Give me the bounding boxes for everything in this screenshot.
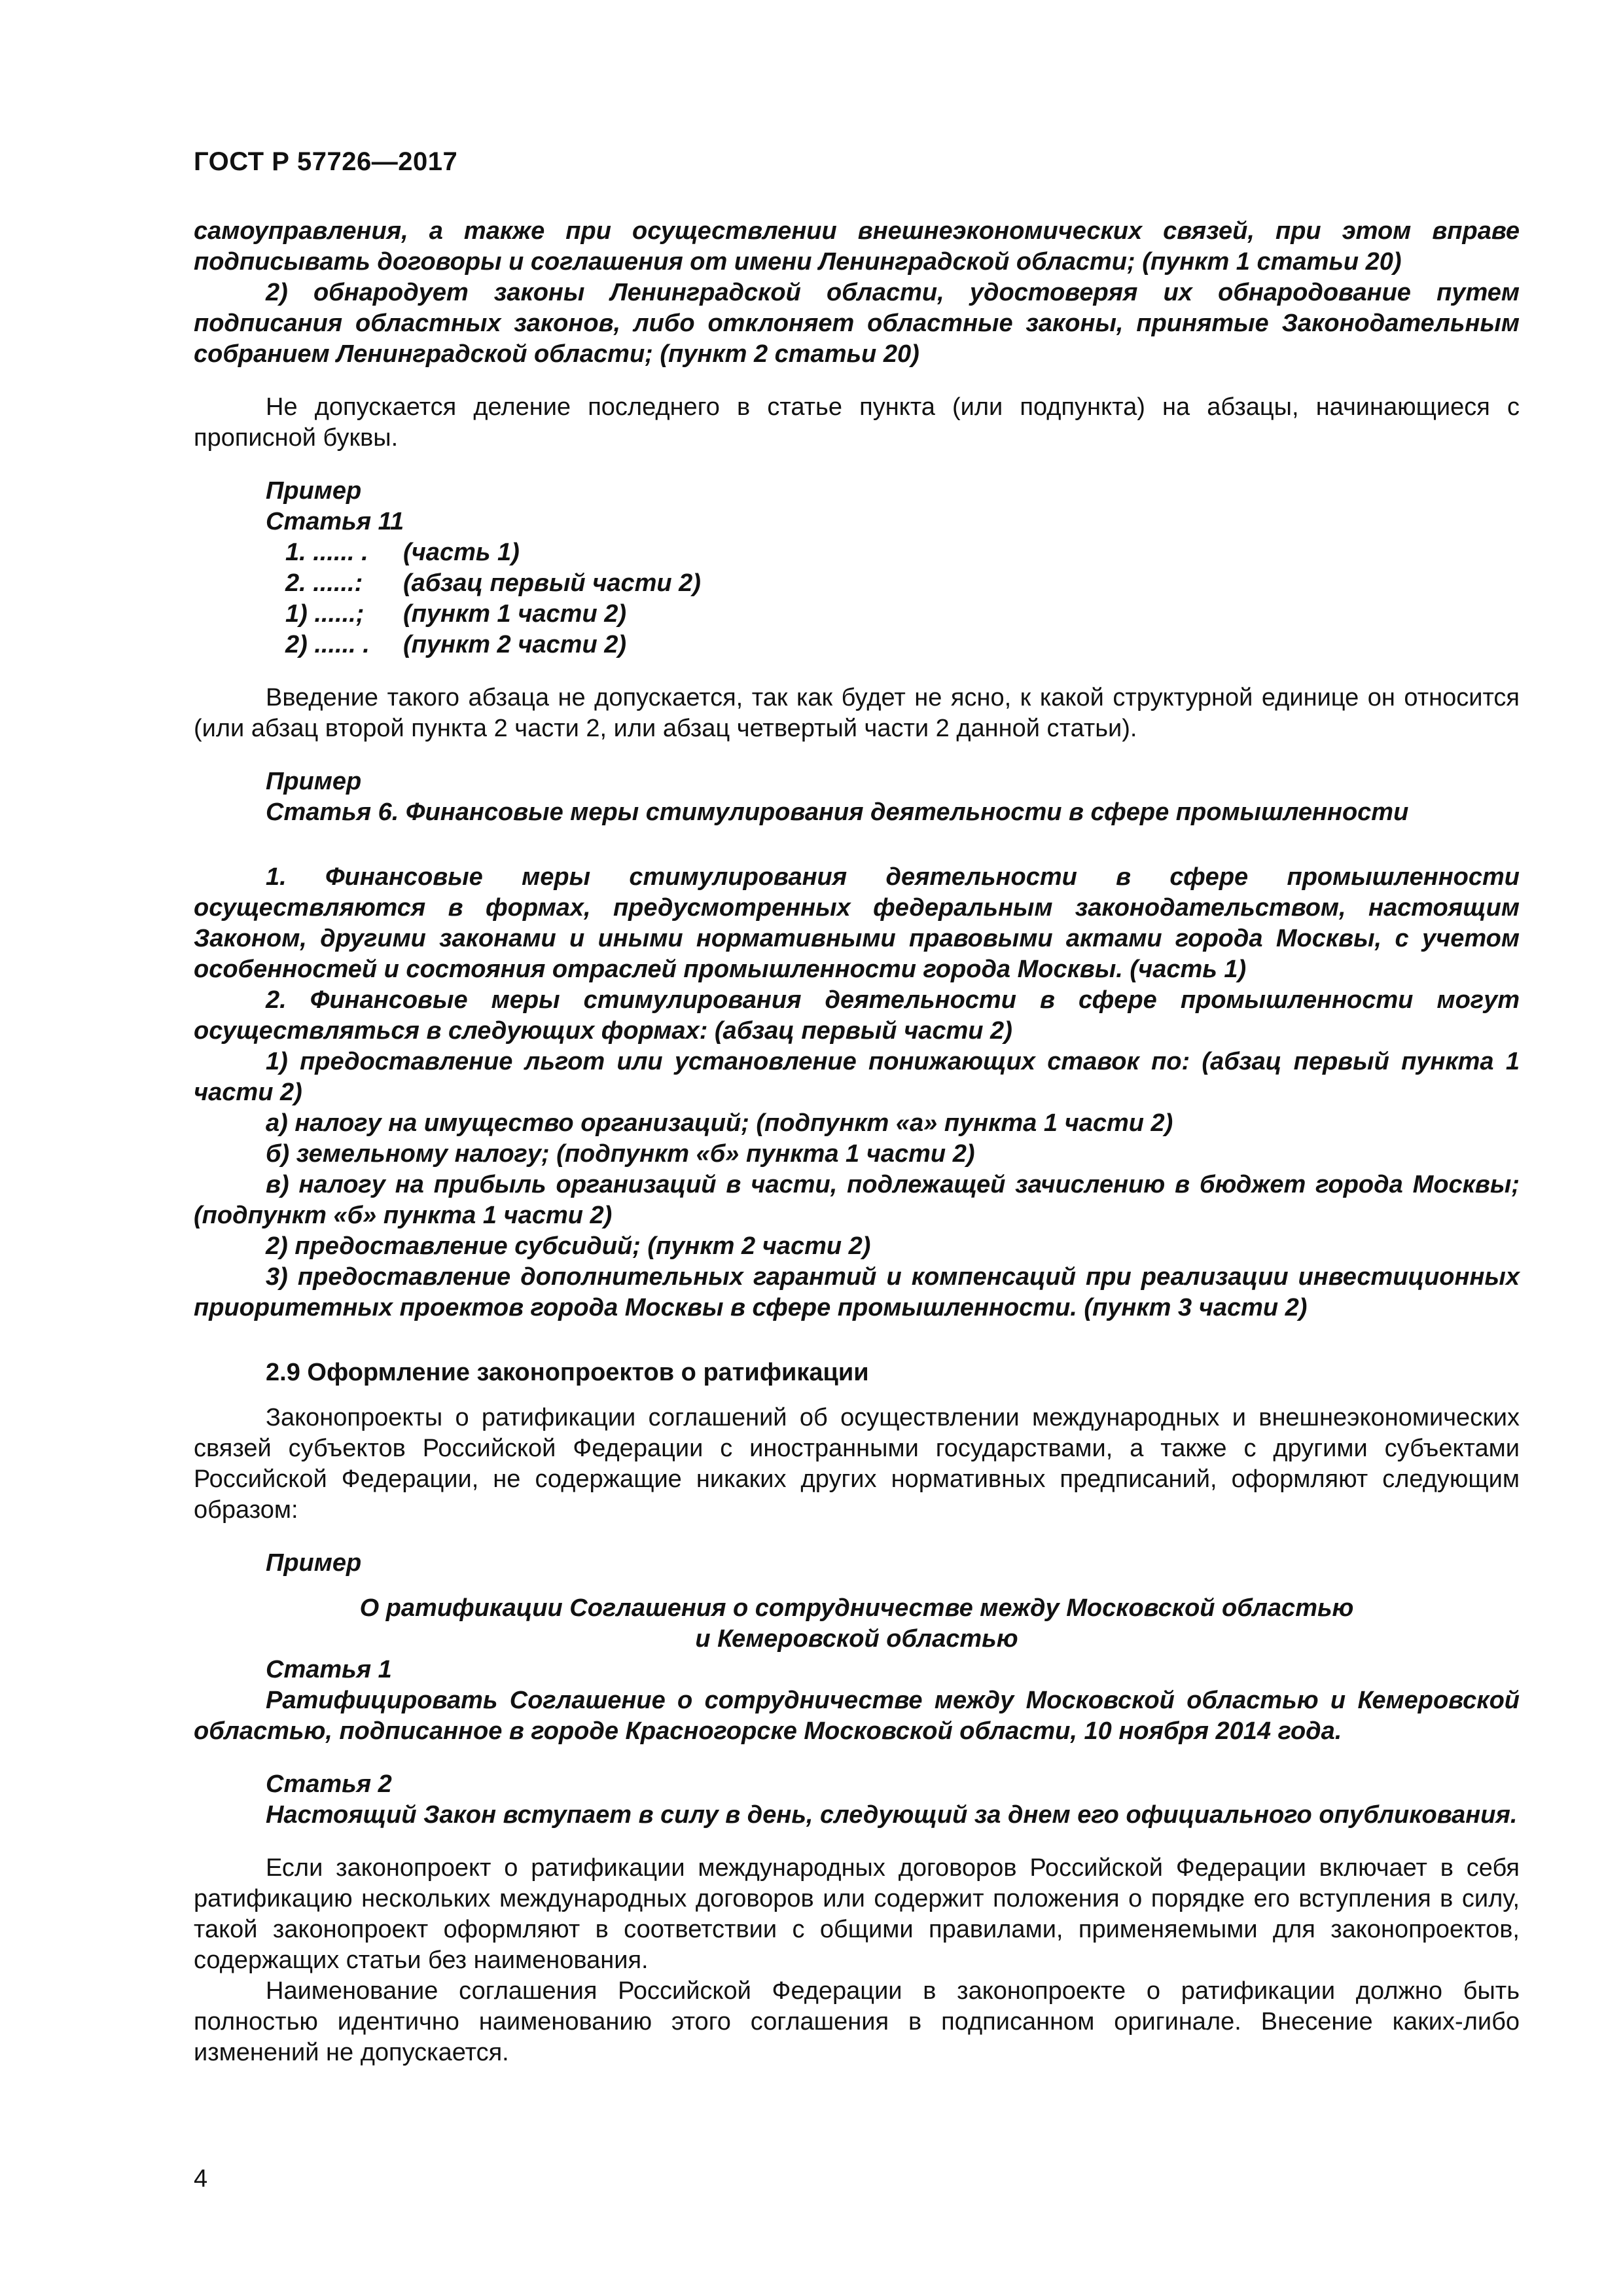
example-3-title-line1: О ратификации Соглашения о сотрудничестве между Московской областью (359, 1594, 1354, 1622)
paragraph-many-treaties: Если законопроект о ратификации международных договоров Российской Федерации включает в себя ратификацию нескольких международных договоров или содержит положения о порядке его вступления в силу, такой законопроект оформляют в соответствии с общими правилами, применяемыми для законопроектов, содержащих статьи без наименования. (194, 1854, 1520, 1974)
page-number: 4 (194, 2165, 208, 2193)
example-1-row-comment: (пункт 1 части 2) (403, 600, 627, 628)
page-content (194, 216, 1520, 2068)
example-2-p4: а) налогу на имущество организаций; (подпункт «а» пункта 1 части 2) (266, 1109, 1173, 1137)
example-2-p5: б) земельному налогу; (подпункт «б» пункта 1 части 2) (266, 1140, 975, 1168)
example-3-article-2-label: Статья 2 (266, 1770, 392, 1798)
example-1-row (266, 568, 1520, 599)
example-3-article-2-text: Настоящий Закон вступает в силу в день, следующий за днем его официального опубликования. (266, 1801, 1518, 1829)
paragraph-intro-forbidden: Введение такого абзаца не допускается, так как будет не ясно, к какой структурной единице он относится (или абзац второй пункта 2 части 2, или абзац четвертый части 2 данной статьи). (194, 684, 1520, 742)
paragraph-name-identical: Наименование соглашения Российской Федерации в законопроекте о ратификации должно быть полностью идентично наименованию этого соглашения в подписанном оригинале. Внесение каких-либо изменений не допускается. (194, 1977, 1520, 2066)
example-2-title: Статья 6. Финансовые меры стимулирования деятельности в сфере промышленности (266, 798, 1409, 826)
top-block-line1: самоуправления, а также при осуществлении внешнеэкономических связей, при этом вправе подписывать договоры и соглашения от имени Ленинградской области; (пункт 1 статьи 20) (194, 217, 1520, 276)
example-1-row (266, 537, 1520, 568)
example-1-row (266, 599, 1520, 630)
example-3-article-1-text: Ратифицировать Соглашение о сотрудничестве между Московской областью и Кемеровской областью, подписанное в городе Красногорске Московской области, 10 ноября 2014 года. (194, 1687, 1520, 1745)
example-1-label: Пример (266, 477, 362, 505)
example-1-row-num: 2) ...... . (285, 631, 370, 658)
example-3-title-line2: и Кемеровской областью (695, 1625, 1018, 1653)
example-1-article: Статья 11 (266, 508, 404, 535)
example-2-p7: 2) предоставление субсидий; (пункт 2 части 2) (266, 1232, 871, 1260)
example-2-p3: 1) предоставление льгот или установление понижающих ставок по: (абзац первый пункта 1 части 2) (194, 1048, 1520, 1106)
example-1-row-num: 1) ......; (285, 600, 365, 628)
example-2-label: Пример (266, 768, 362, 795)
example-1-row-num: 2. ......: (285, 569, 363, 597)
example-1-row-comment: (абзац первый части 2) (403, 569, 701, 597)
section-2-9-paragraph: Законопроекты о ратификации соглашений об осуществлении международных и внешнеэкономических связей субъектов Российской Федерации с иностранными государствами, а также с другими субъектами Российской Федерации, не содержащие никаких других нормативных предписаний, оформляют следующим образом: (194, 1404, 1520, 1524)
example-3-article-1-label: Статья 1 (266, 1656, 392, 1683)
example-1-row (266, 630, 1520, 660)
example-1-row-comment: (пункт 2 части 2) (403, 631, 627, 658)
example-1-row-num: 1. ...... . (285, 539, 368, 566)
example-2-p8: 3) предоставление дополнительных гарантий и компенсаций при реализации инвестиционных приоритетных проектов города Москвы в сфере промышленности. (пункт 3 части 2) (194, 1263, 1520, 1321)
section-2-9-heading: 2.9 Оформление законопроектов о ратификации (266, 1359, 869, 1386)
document-header: ГОСТ Р 57726—2017 (194, 147, 458, 176)
example-2-p2: 2. Финансовые меры стимулирования деятельности в сфере промышленности могут осуществляться в следующих формах: (абзац первый части 2) (194, 986, 1520, 1045)
top-block-line2: 2) обнародует законы Ленинградской области, удостоверяя их обнародование путем подписания областных законов, либо отклоняет областные законы, принятые Законодательным собранием Ленинградской области; (пункт 2 статьи 20) (194, 279, 1520, 368)
example-1-row-comment: (часть 1) (403, 539, 520, 566)
paragraph-no-split: Не допускается деление последнего в статье пункта (или подпункта) на абзацы, начинающиеся с прописной буквы. (194, 393, 1520, 452)
example-2-p6: в) налогу на прибыль организаций в части, подлежащей зачислению в бюджет города Москвы; (подпункт «б» пункта 1 части 2) (194, 1171, 1520, 1229)
example-3-label: Пример (266, 1549, 362, 1577)
example-1 (194, 476, 1520, 660)
example-2-p1: 1. Финансовые меры стимулирования деятельности в сфере промышленности осуществляются в формах, предусмотренных федеральным законодательством, настоящим Законом, другими законами и иными нормативными правовыми актами города Москвы, с учетом особенностей и состояния отраслей промышленности города Москвы. (часть 1) (194, 863, 1520, 983)
